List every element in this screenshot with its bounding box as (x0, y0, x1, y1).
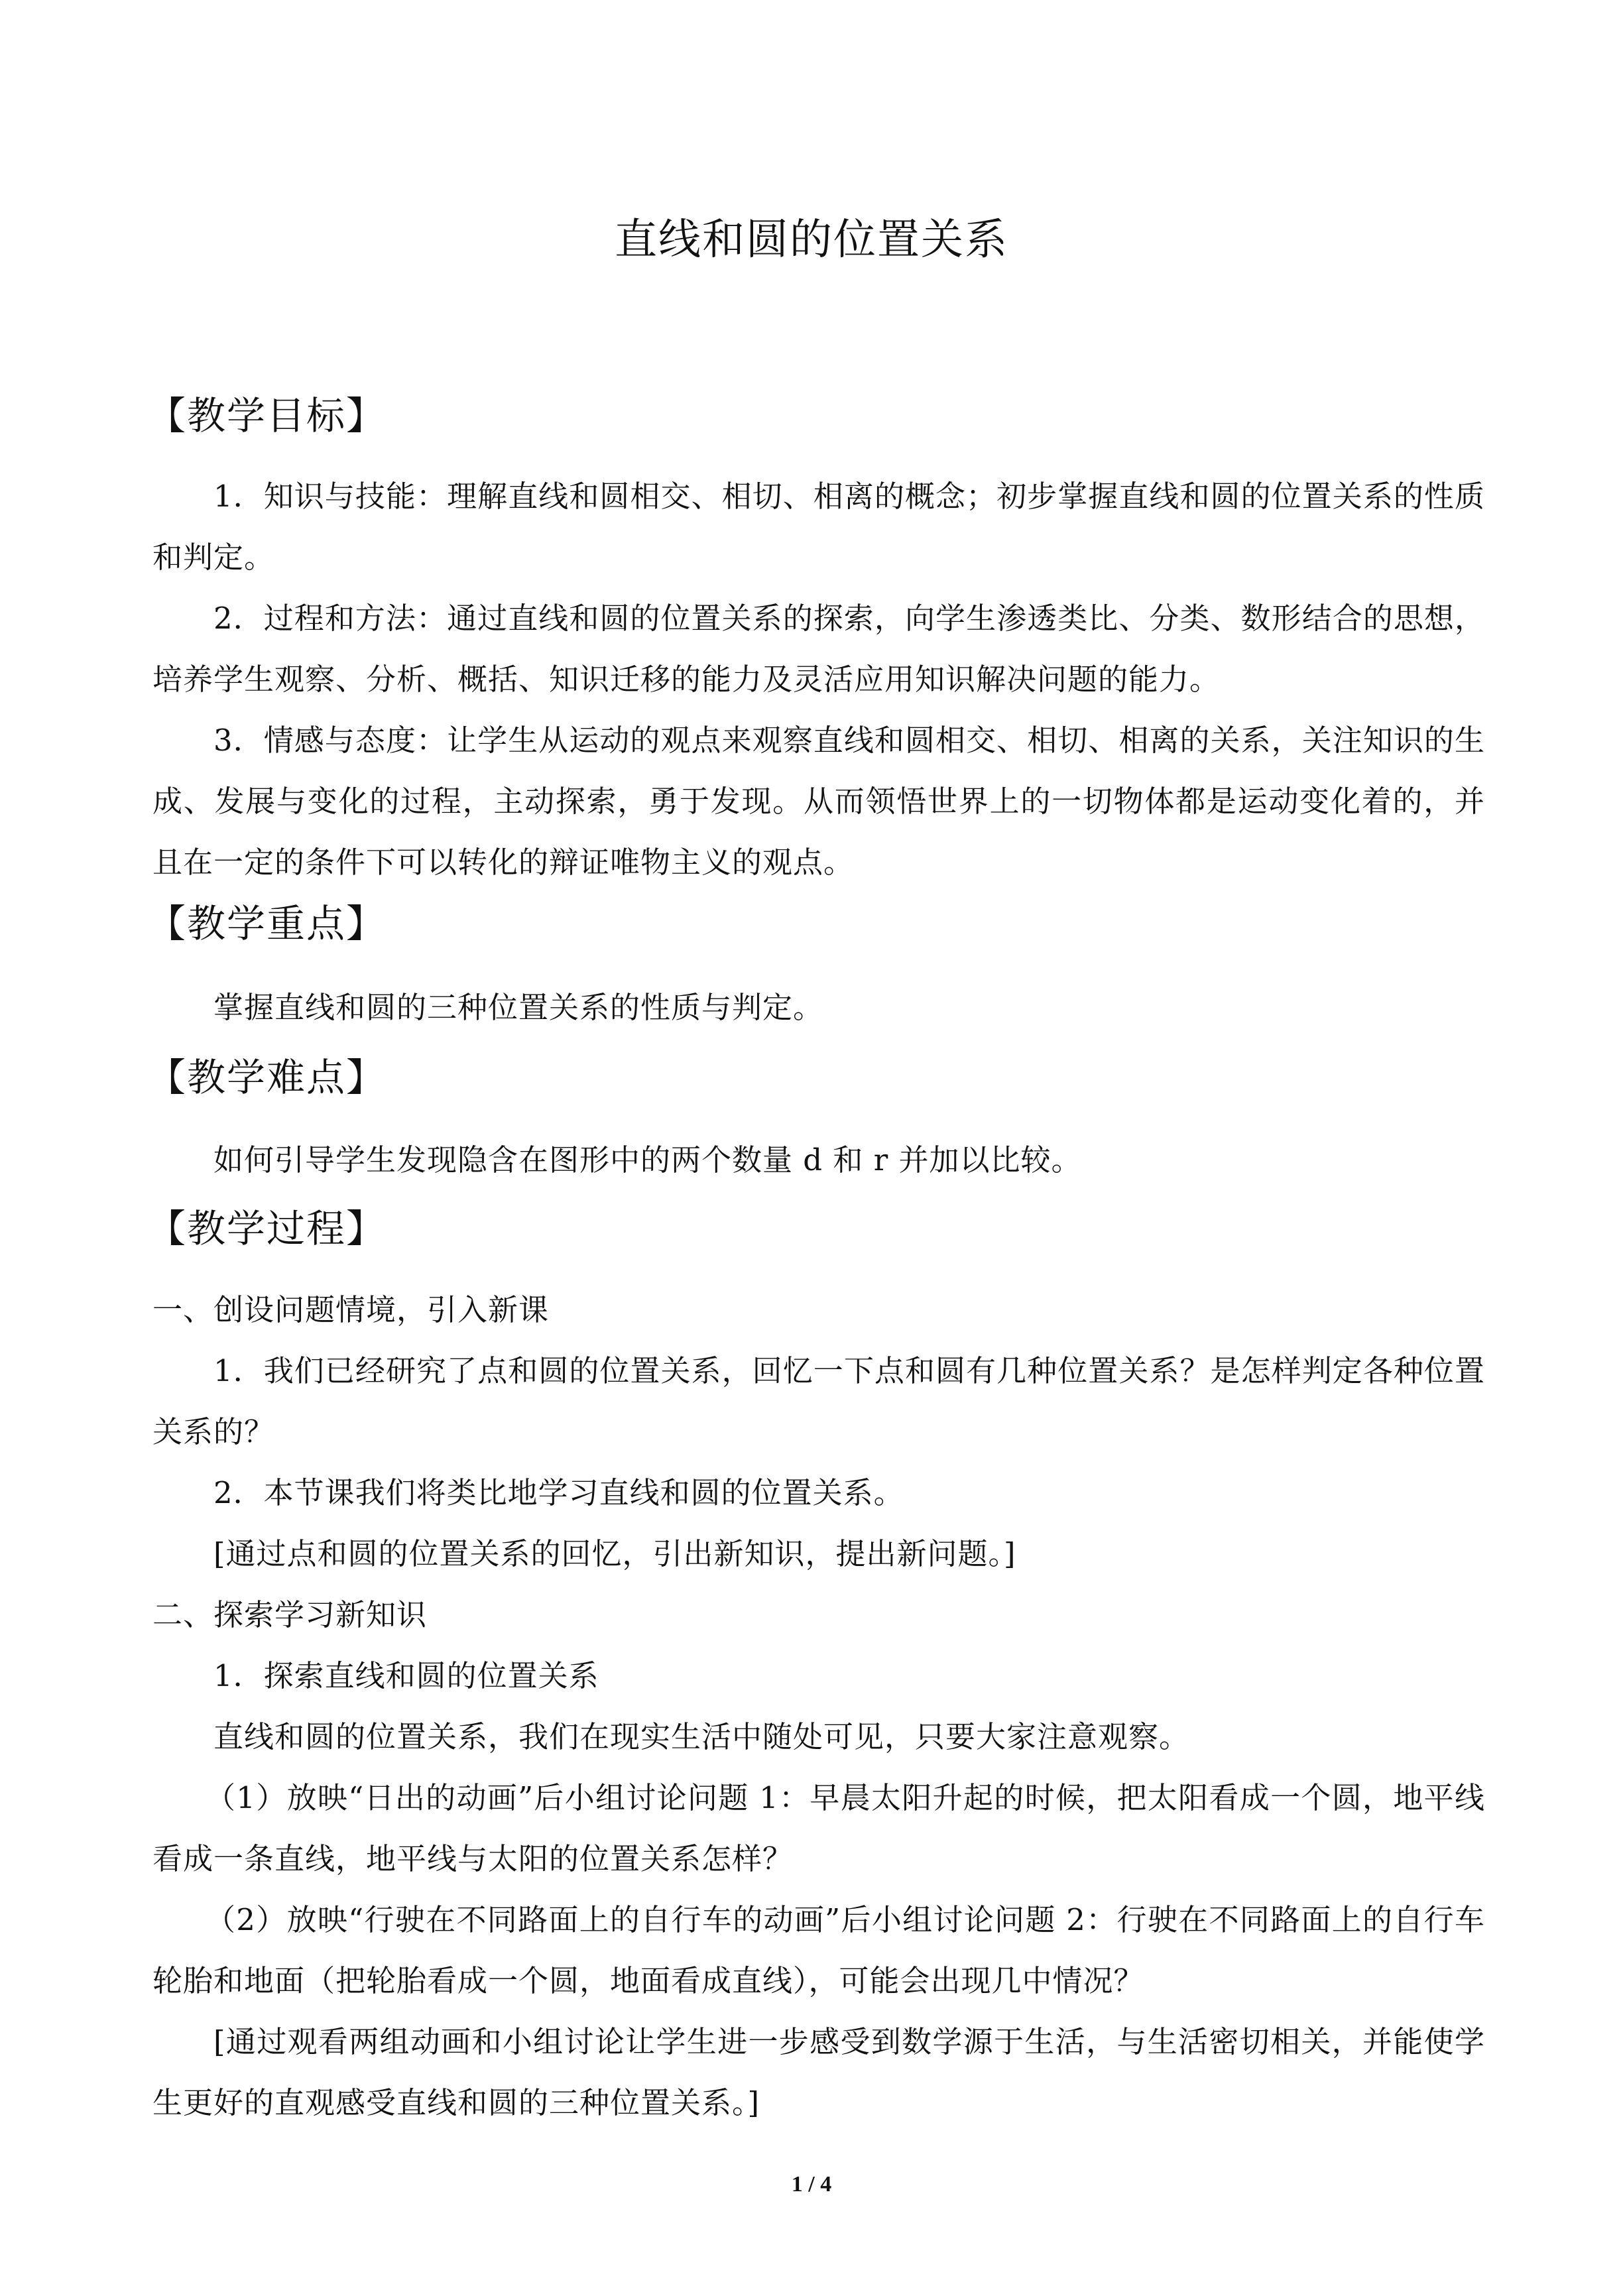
objective-item-3: 3．情感与态度：让学生从运动的观点来观察直线和圆相交、相切、相离的关系，关注知识的生成、发展与变化的过程，主动探索，勇于发现。从而领悟世界上的一切物体都是运动变化着的，并且在一定的条件下可以转化的辩证唯物主义的观点。 (152, 723, 1485, 880)
process-part1-note: [通过点和圆的位置关系的回忆，引出新知识，提出新问题。] (213, 1536, 1016, 1571)
heading-process: 【教学过程】 (147, 1206, 387, 1251)
objective-item-1: 1．知识与技能：理解直线和圆相交、相切、相离的概念；初步掌握直线和圆的位置关系的性质和判定。 (152, 479, 1485, 575)
process-part2-intro: 直线和圆的位置关系，我们在现实生活中随处可见，只要大家注意观察。 (213, 1719, 1190, 1754)
process-part2-subtitle: 1．探索直线和圆的位置关系 (213, 1658, 599, 1693)
heading-difficulties: 【教学难点】 (147, 1055, 387, 1100)
key-points-text: 掌握直线和圆的三种位置关系的性质与判定。 (213, 990, 824, 1025)
process-part1-item-2: 2．本节课我们将类比地学习直线和圆的位置关系。 (213, 1475, 904, 1510)
process-part1-item-1: 1．我们已经研究了点和圆的位置关系，回忆一下点和圆有几种位置关系？是怎样判定各种位置关系的？ (152, 1353, 1485, 1449)
process-part2-question-2: （2）放映“行驶在不同路面上的自行车的动画”后小组讨论问题 2：行驶在不同路面上的自行车轮胎和地面（把轮胎看成一个圆，地面看成直线），可能会出现几中情况？ (152, 1902, 1485, 1998)
page-number: 1 / 4 (791, 2172, 832, 2197)
process-part2-note: [通过观看两组动画和小组讨论让学生进一步感受到数学源于生活，与生活密切相关，并能使学生更好的直观感受直线和圆的三种位置关系。] (152, 2024, 1485, 2120)
document-title: 直线和圆的位置关系 (615, 215, 1008, 265)
process-part2-title: 二、探索学习新知识 (152, 1597, 428, 1632)
heading-key-points: 【教学重点】 (147, 901, 387, 946)
process-part2-question-1: （1）放映“日出的动画”后小组讨论问题 1：早晨太阳升起的时候，把太阳看成一个圆，地平线看成一条直线，地平线与太阳的位置关系怎样？ (152, 1780, 1485, 1876)
difficulties-text: 如何引导学生发现隐含在图形中的两个数量 d 和 r 并加以比较。 (213, 1142, 1082, 1178)
heading-objectives: 【教学目标】 (147, 393, 387, 438)
process-part1-title: 一、创设问题情境，引入新课 (152, 1292, 550, 1327)
objective-item-2: 2．过程和方法：通过直线和圆的位置关系的探索，向学生渗透类比、分类、数形结合的思想，培养学生观察、分析、概括、知识迁移的能力及灵活应用知识解决问题的能力。 (152, 601, 1485, 697)
